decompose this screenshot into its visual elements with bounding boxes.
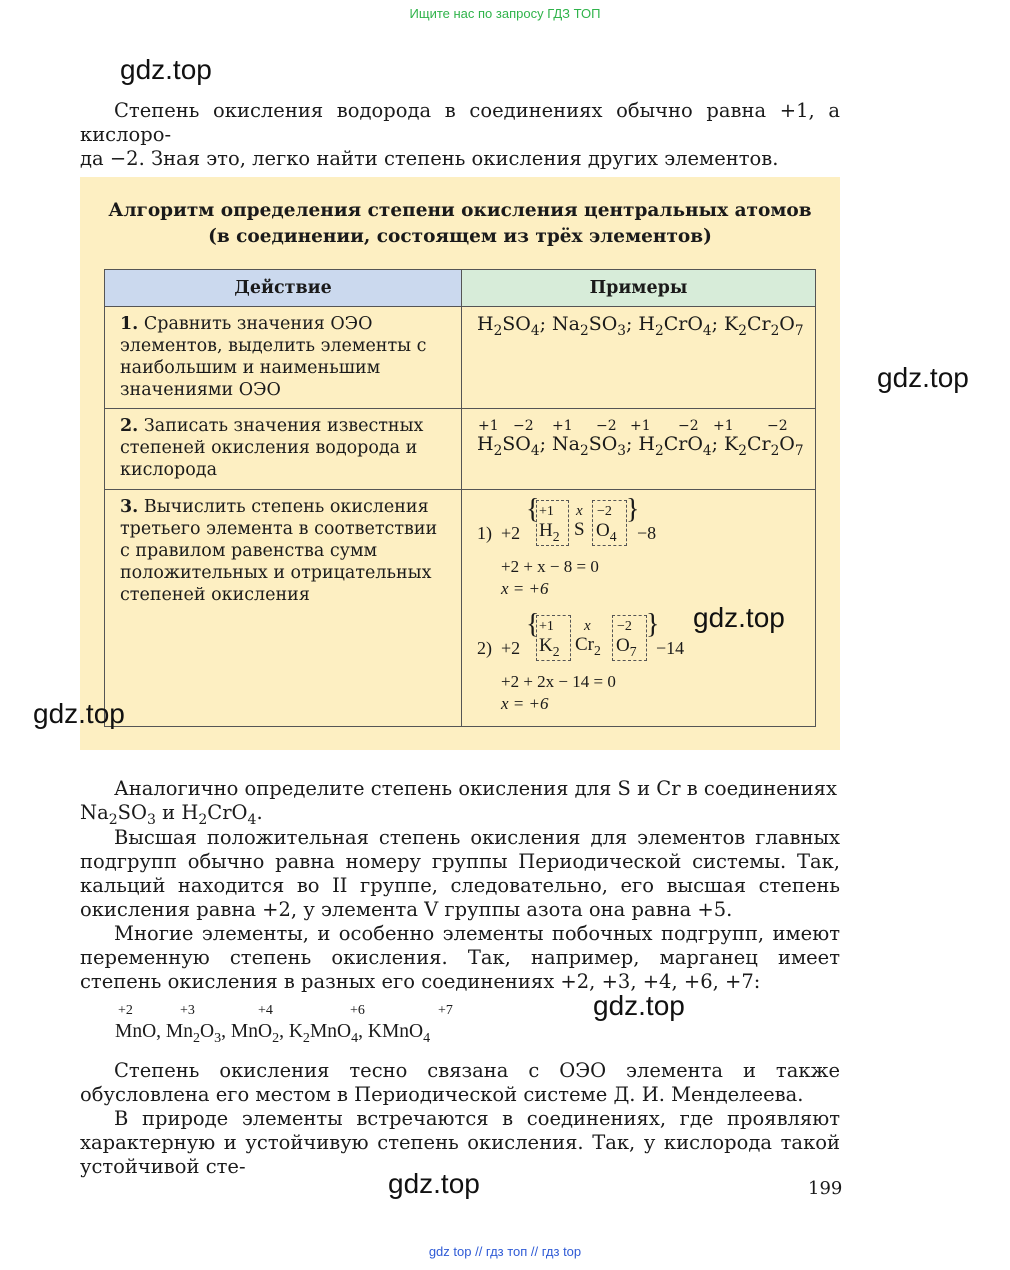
ox-state: −2: [678, 418, 699, 434]
paragraph-line: $Na_2SO_3$ и $H_2CrO_4$.: [80, 801, 263, 828]
element-symbol: $K_2$: [539, 635, 560, 659]
column-header-action: Действие: [105, 270, 462, 307]
ox-state: −2: [767, 418, 788, 434]
manganese-compounds: [115, 1003, 535, 1049]
potassium-box: [536, 615, 571, 661]
paragraph: Высшая положительная степень окисления для элементов главных подгрупп обычно равна номеру группы Периодической системы. Так, кальций находится во II группе, следовательно, его высшая степень окисления равна +2, у элемента V группы азота она равна +5.: [80, 826, 840, 921]
positive-sum: +2: [501, 638, 521, 658]
header-note: Ищите нас по запросу ГДЗ ТОП: [409, 6, 601, 21]
watermark: gdz.top: [33, 698, 125, 729]
algorithm-title: Алгоритм определения степени окисления центральных атомов (в соединении, состоящем из трёх элементов): [108, 200, 812, 247]
positive-sum: +2: [501, 523, 521, 543]
table-row: [105, 307, 816, 409]
compound-formulas: $H_2SO_4$; $Na_2SO_3$; $H_2CrO_4$; $K_2Cr_2O_7$: [477, 433, 804, 459]
example-label: 1): [477, 523, 492, 543]
ox-state: +1: [630, 418, 651, 434]
page-number: 199: [808, 1178, 843, 1199]
element-symbol: $O_4$: [596, 520, 617, 544]
watermark: gdz.top: [120, 54, 212, 85]
ox-state: +3: [180, 1003, 195, 1018]
paragraph: Многие элементы, и особенно элементы побочных подгрупп, имеют переменную степень окисления. Так, например, марганец имеет степень окисления в разных его соединениях +2, +3, +4, +6, +7:: [80, 922, 840, 993]
watermark: gdz.top: [693, 602, 785, 633]
paragraph: В природе элементы встречаются в соединениях, где проявляют характерную и устойчивую степень окисления. Так, у кислорода такой устойчивой сте-: [80, 1107, 840, 1178]
example-label: 2): [477, 638, 492, 658]
close-brace: }: [646, 609, 660, 640]
close-brace: }: [626, 494, 640, 525]
negative-sum: −14: [656, 638, 685, 658]
intro-paragraph: [80, 99, 840, 171]
equation: +2 + 2x − 14 = 0: [501, 672, 616, 691]
ox-state: +4: [258, 1003, 273, 1018]
ox-state: +6: [350, 1003, 365, 1018]
watermark: gdz.top: [388, 1168, 480, 1199]
paragraph-line: Аналогично определите степень окисления для S и Cr в соединениях: [114, 777, 837, 800]
formula-list: MnO, $Mn_2O_3$, MnO$_2$, $K_2MnO_4$, KMnO$_4$: [115, 1021, 431, 1046]
ox-state: +2: [118, 1003, 133, 1018]
ox-state: +1: [539, 504, 554, 519]
paragraph: [80, 777, 840, 828]
equation: +2 + x − 8 = 0: [501, 557, 599, 576]
open-brace: {: [526, 494, 540, 525]
intro-line-1: Степень окисления водорода в соединениях обычно равна +1, а кислоро-: [80, 99, 840, 146]
step-1-cell: 1. Сравнить значения ОЭО элементов, выделить элементы с наибольшим и наименьшим значениями ОЭО: [105, 307, 462, 409]
ox-state: −2: [596, 418, 617, 434]
step-2-cell: 2. Записать значения известных степеней окисления водорода и кислорода: [105, 409, 462, 490]
oxygen-box: [592, 500, 627, 546]
footer-links[interactable]: gdz top // гдз топ // гдз top: [428, 1244, 582, 1259]
column-header-examples: Примеры: [462, 270, 816, 307]
algorithm-table: [104, 269, 816, 727]
unknown-x: x: [576, 503, 583, 519]
step-3-cell: 3. Вычислить степень окисления третьего элемента в соответствии с правилом равенства сумм положительных и отрицательных степеней окисления: [105, 490, 462, 727]
hydrogen-box: [536, 500, 569, 546]
ox-state: +1: [539, 619, 554, 634]
watermark: gdz.top: [877, 362, 969, 393]
example-2-cell: [462, 409, 816, 490]
element-symbol: $H_2$: [539, 520, 560, 544]
result: x = +6: [501, 579, 549, 598]
result: x = +6: [501, 694, 549, 713]
intro-line-2: да −2. Зная это, легко найти степень окисления других элементов.: [80, 147, 779, 170]
negative-sum: −8: [637, 523, 657, 543]
ox-state: −2: [597, 504, 612, 519]
ox-state: −2: [513, 418, 534, 434]
open-brace: {: [526, 609, 540, 640]
ox-state: +1: [478, 418, 499, 434]
element-symbol: $Cr_2$: [575, 634, 601, 658]
paragraph: Степень окисления тесно связана с ОЭО элемента и также обусловлена его местом в Периодической системе Д. И. Менделеева.: [80, 1059, 840, 1106]
element-symbol: $O_7$: [616, 635, 637, 659]
element-symbol: S: [574, 519, 585, 540]
ox-state: +1: [552, 418, 573, 434]
unknown-x: x: [584, 618, 591, 634]
table-header: [105, 270, 816, 307]
ox-state: +7: [438, 1003, 453, 1018]
oxygen-box: [612, 615, 647, 661]
watermark: gdz.top: [593, 990, 685, 1021]
ox-state: +1: [713, 418, 734, 434]
compound-formulas: $H_2SO_4$; $Na_2SO_3$; $H_2CrO_4$; $K_2Cr_2O_7$: [477, 313, 804, 339]
table-row: [105, 409, 816, 490]
ox-state: −2: [617, 619, 632, 634]
example-1-cell: [462, 307, 816, 409]
